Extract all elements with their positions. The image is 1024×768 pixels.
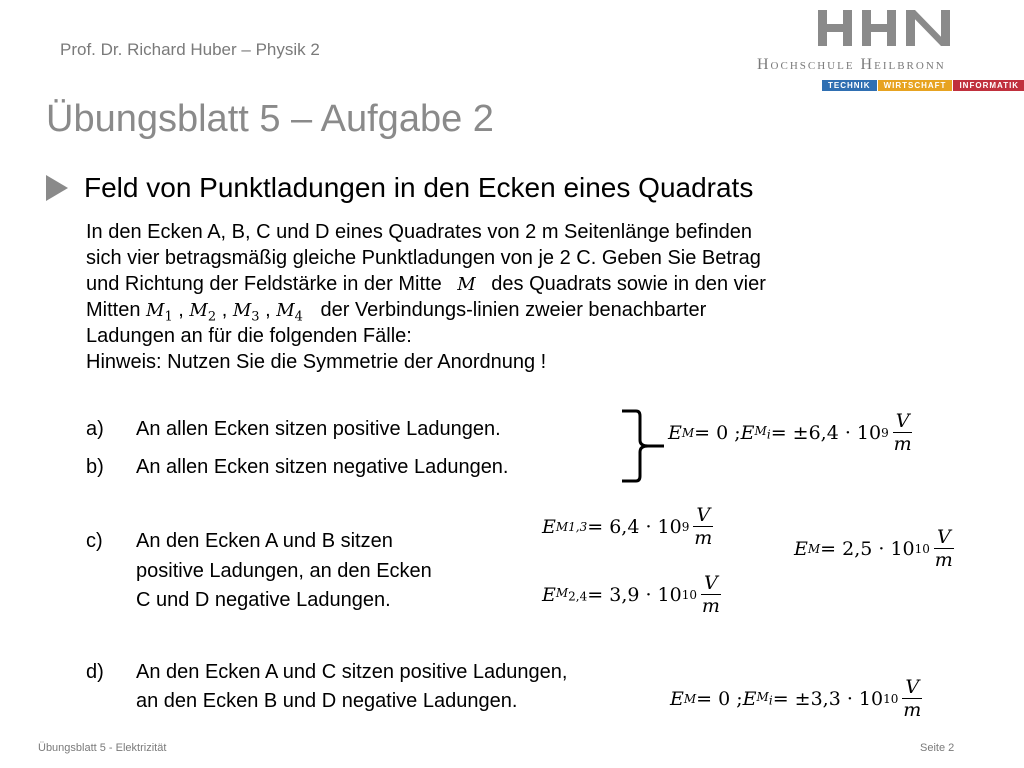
m4-symbol: $M_4$ <box>276 300 303 325</box>
paragraph-line-6: Hinweis: Nutzen Sie die Symmetrie der Anordnung ! <box>86 351 547 373</box>
paragraph-line-4b: der Verbindungs-linien zweier benachbarter <box>320 299 707 321</box>
m2-symbol: $M_2$ <box>189 300 217 325</box>
paragraph-line-3a: und Richtung der Feldstärke in der Mitte <box>86 273 442 295</box>
item-a-letter: a) <box>86 418 104 440</box>
bullet-heading: Feld von Punktladungen in den Ecken eines Quadrats <box>84 172 754 203</box>
item-d-line2: an den Ecken B und D negative Ladungen. <box>136 690 518 712</box>
footer-page-number: Seite 2 <box>920 742 955 754</box>
logo-school-name: Hochschule Heilbronn <box>757 56 946 73</box>
footer-left: Übungsblatt 5 - Elektrizität <box>38 742 167 754</box>
logo-bar-wirtschaft: WIRTSCHAFT <box>878 80 953 91</box>
paragraph-line-2: sich vier betragsmäßig gleiche Punktladungen von je 2 C. Geben Sie Betrag <box>86 247 761 269</box>
item-c-line3: C und D negative Ladungen. <box>136 589 391 611</box>
header-author-course: Prof. Dr. Richard Huber – Physik 2 <box>60 40 320 59</box>
formula-ab: E M = 0 ; E $M_i$ = ±6,4 · 10 9 $\frac{V}{m}$ <box>668 410 912 455</box>
problem-paragraph <box>86 219 966 375</box>
item-c-letter: c) <box>86 530 103 552</box>
formula-cM: E M = 2,5 · 10 10 $\frac{V}{m}$ <box>794 526 953 571</box>
item-d <box>0 659 700 715</box>
item-c-line1: An den Ecken A und B sitzen <box>136 530 393 552</box>
item-c-line2: positive Ladungen, an den Ecken <box>136 560 432 582</box>
paragraph-line-1: In den Ecken A, B, C und D eines Quadrates von 2 m Seitenlänge befinden <box>86 221 752 243</box>
item-b <box>0 454 640 480</box>
hhn-logo <box>818 10 950 51</box>
item-d-line1: An den Ecken A und C sitzen positive Ladungen, <box>136 661 568 683</box>
item-c <box>0 528 520 611</box>
formula-c24: E $M_{2,4}$ = 3,9 · 10 10 $\frac{V}{m}$ <box>542 572 720 617</box>
paragraph-line-4a: Mitten <box>86 299 141 321</box>
paragraph-line-5: Ladungen an für die folgenden Fälle: <box>86 325 412 347</box>
item-a <box>0 416 640 442</box>
item-b-letter: b) <box>86 456 104 478</box>
triangle-bullet-icon <box>46 175 68 201</box>
logo-bar-technik: TECHNIK <box>822 80 877 91</box>
brace-ab <box>618 408 668 489</box>
paragraph-line-3 <box>86 271 966 297</box>
right-brace-icon <box>618 408 668 484</box>
page-title: Übungsblatt 5 – Aufgabe 2 <box>46 98 494 140</box>
item-a-text: An allen Ecken sitzen positive Ladungen. <box>136 418 501 440</box>
m3-symbol: $M_3$ <box>232 300 260 325</box>
logo-bar-informatik: INFORMATIK <box>953 80 1024 91</box>
formula-c13: E M1,3 = 6,4 · 10 9 $\frac{V}{m}$ <box>542 504 713 549</box>
paragraph-line-4: Mitten $M_1$ , $M_2$ , $M_3$ , $M_4$ der Verbindungs-linien zweier benachbarter <box>86 299 707 325</box>
hhn-logo-icon <box>818 10 950 46</box>
item-d-letter: d) <box>86 661 104 683</box>
paragraph-line-3b: des Quadrats sowie in den vier <box>491 273 766 295</box>
m-symbol: M <box>457 274 476 295</box>
bullet-heading-row <box>46 172 753 204</box>
item-b-text: An allen Ecken sitzen negative Ladungen. <box>136 456 509 478</box>
m1-symbol: $M_1$ <box>146 300 173 325</box>
logo-faculty-bars <box>822 80 1024 91</box>
formula-d: E M = 0 ; E $M_i$ = ±3,3 · 10 10 $\frac{V}{m}$ <box>670 676 922 721</box>
